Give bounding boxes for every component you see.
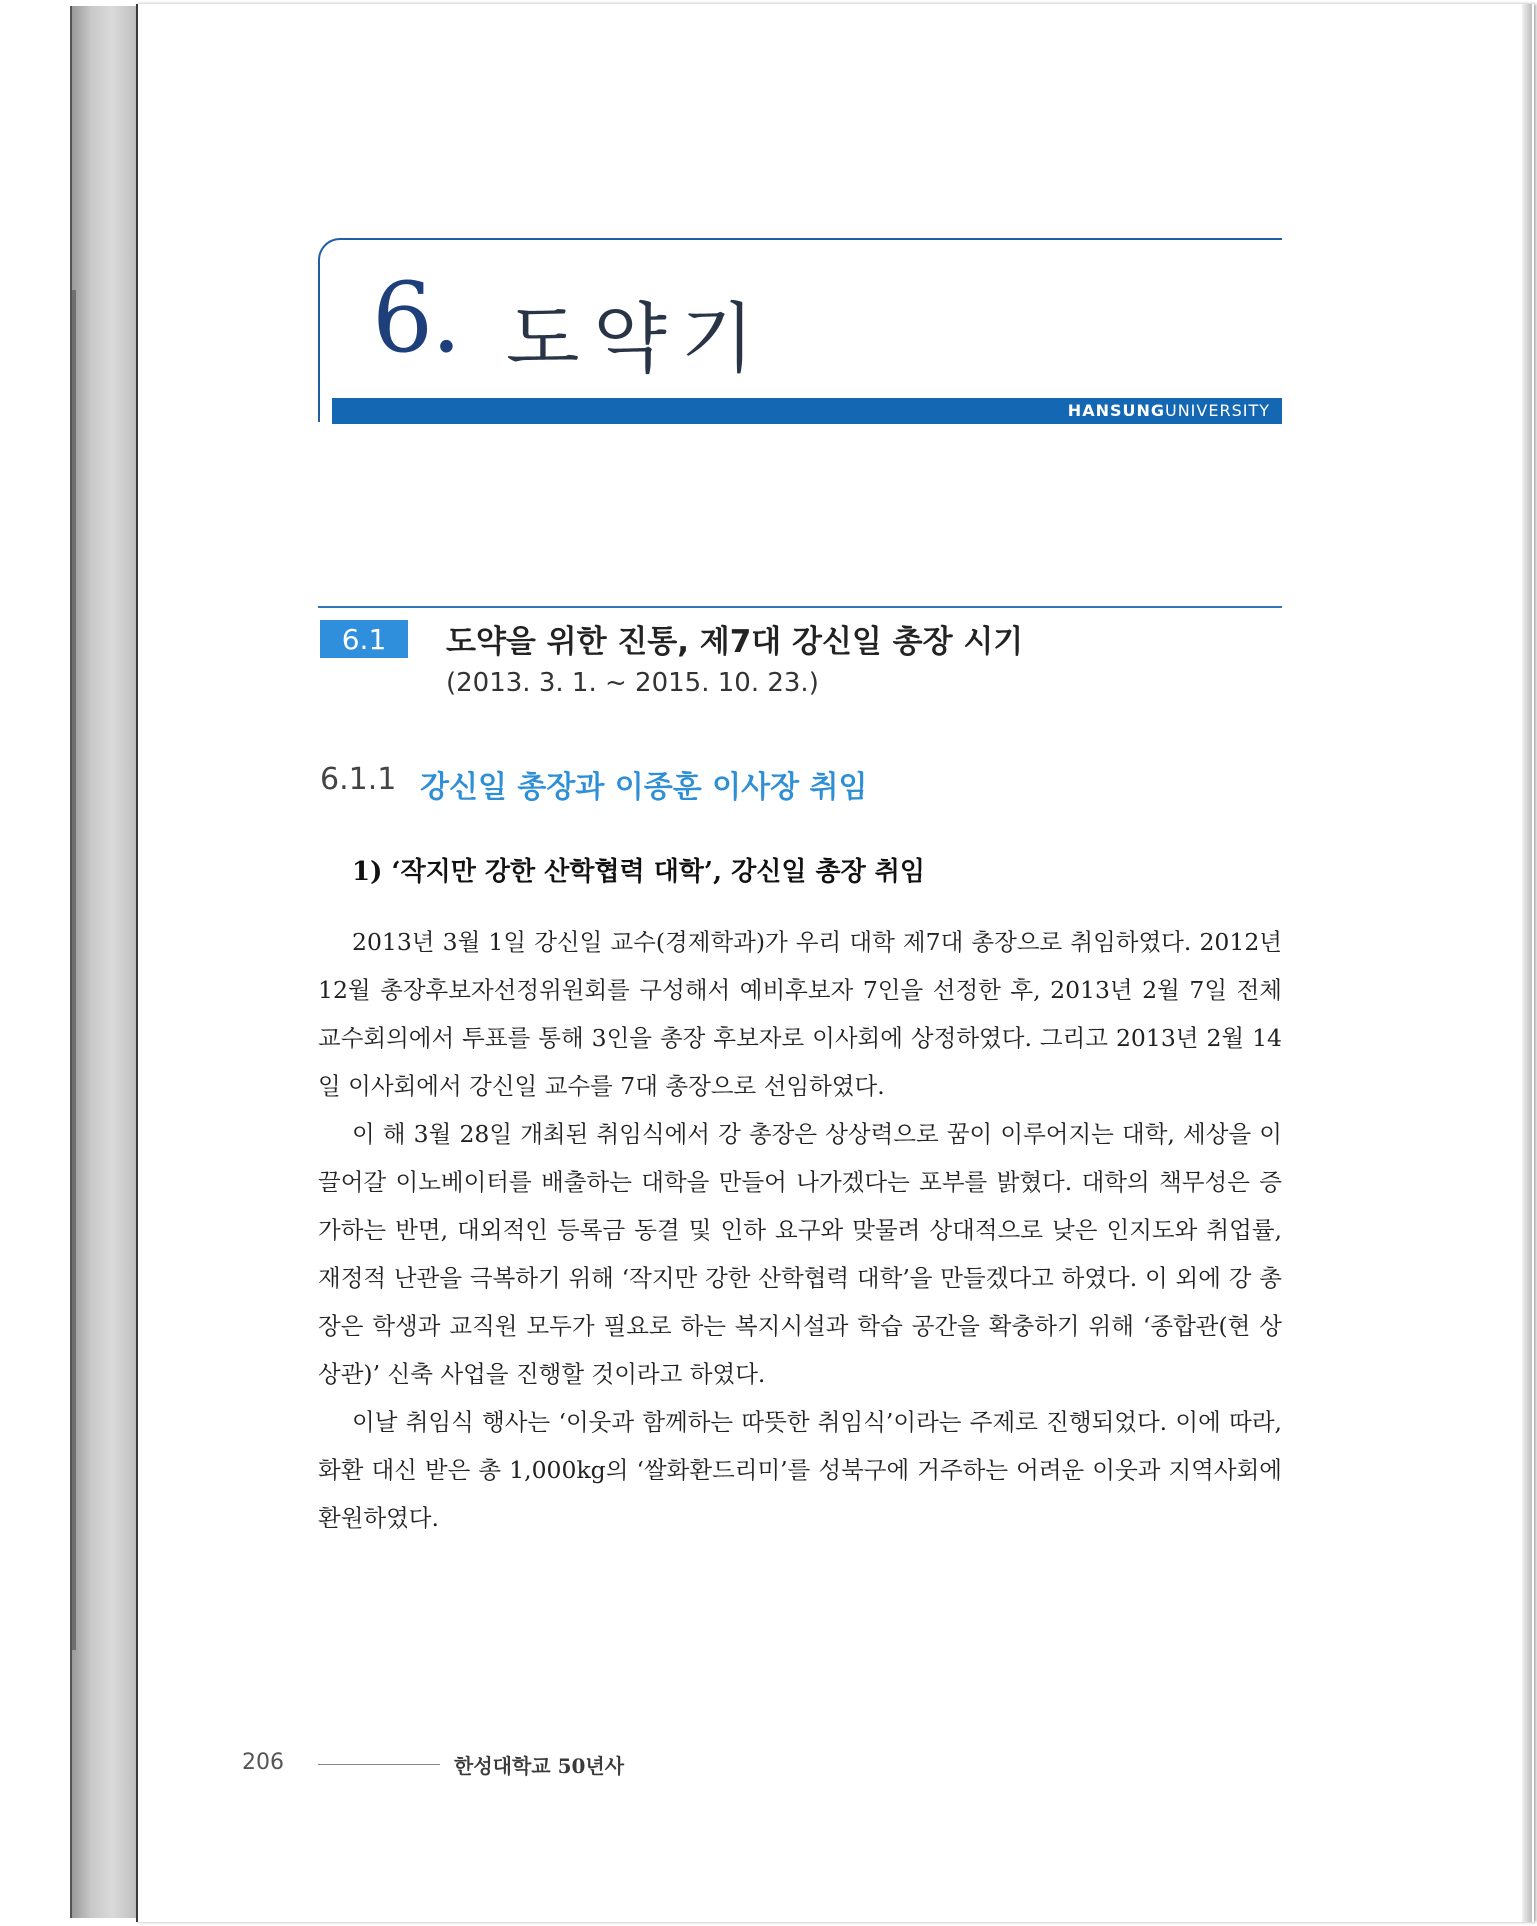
chapter-header-frame	[318, 238, 1282, 422]
footer-book-title: 한성대학교 50년사	[454, 1754, 625, 1778]
footer-divider	[318, 1764, 440, 1765]
chapter-bar	[332, 398, 1282, 424]
university-label-bold: HANSUNG	[1067, 401, 1165, 420]
paragraph: 이날 취임식 행사는 ‘이웃과 함께하는 따뜻한 취임식’이라는 주제로 진행되었다. 이에 따라, 화환 대신 받은 총 1,000kg의 ‘쌀화환드리미’를 성북구에 거주하는 어려운 이웃과 지역사회에 환원하였다.	[318, 1408, 1282, 1532]
university-label	[1068, 401, 1270, 420]
paragraph: 2013년 3월 1일 강신일 교수(경제학과)가 우리 대학 제7대 총장으로 취임하였다. 2012년 12월 총장후보자선정위원회를 구성해서 예비후보자 7인을 선정한 후, 2013년 2월 7일 전체교수회의에서 투표를 통해 3인을 총장 후보자로 이사회에 상정하였다. 그리고 2013년 2월 14일 이사회에서 강신일 교수를 7대 총장으로 선임하였다.	[318, 928, 1282, 1100]
book-spine	[70, 6, 138, 1918]
subsection-number: 6.1.1	[320, 762, 397, 797]
section-divider	[318, 606, 1282, 608]
body-text	[318, 918, 1282, 1542]
page-number: 206	[242, 1750, 284, 1775]
page-right-edge	[1522, 4, 1532, 1922]
subsection-title: 강신일 총장과 이종훈 이사장 취임	[420, 770, 868, 805]
book-spine-edge	[72, 290, 76, 1650]
section-title: 도약을 위한 진통, 제7대 강신일 총장 시기	[446, 624, 1024, 660]
section-number-badge: 6.1	[320, 620, 408, 658]
section-dates: (2013. 3. 1. ~ 2015. 10. 23.)	[446, 668, 819, 698]
paragraph: 이 해 3월 28일 개최된 취임식에서 강 총장은 상상력으로 꿈이 이루어지는 대학, 세상을 이끌어갈 이노베이터를 배출하는 대학을 만들어 나가겠다는 포부를 밝혔다. 대학의 책무성은 증가하는 반면, 대외적인 등록금 동결 및 인하 요구와 맞물려 상대적으로 낮은 인지도와 취업률, 재정적 난관을 극복하기 위해 ‘작지만 강한 산학협력 대학’을 만들겠다고 하였다. 이 외에 강 총장은 학생과 교직원 모두가 필요로 하는 복지시설과 학습 공간을 확충하기 위해 ‘종합관(현 상상관)’ 신축 사업을 진행할 것이라고 하였다.	[318, 1120, 1282, 1388]
chapter-number: 6.	[372, 262, 460, 374]
university-label-light: UNIVERSITY	[1165, 401, 1270, 420]
chapter-title: 도약기	[506, 294, 769, 383]
item-heading: 1) ‘작지만 강한 산학협력 대학’, 강신일 총장 취임	[352, 857, 925, 887]
